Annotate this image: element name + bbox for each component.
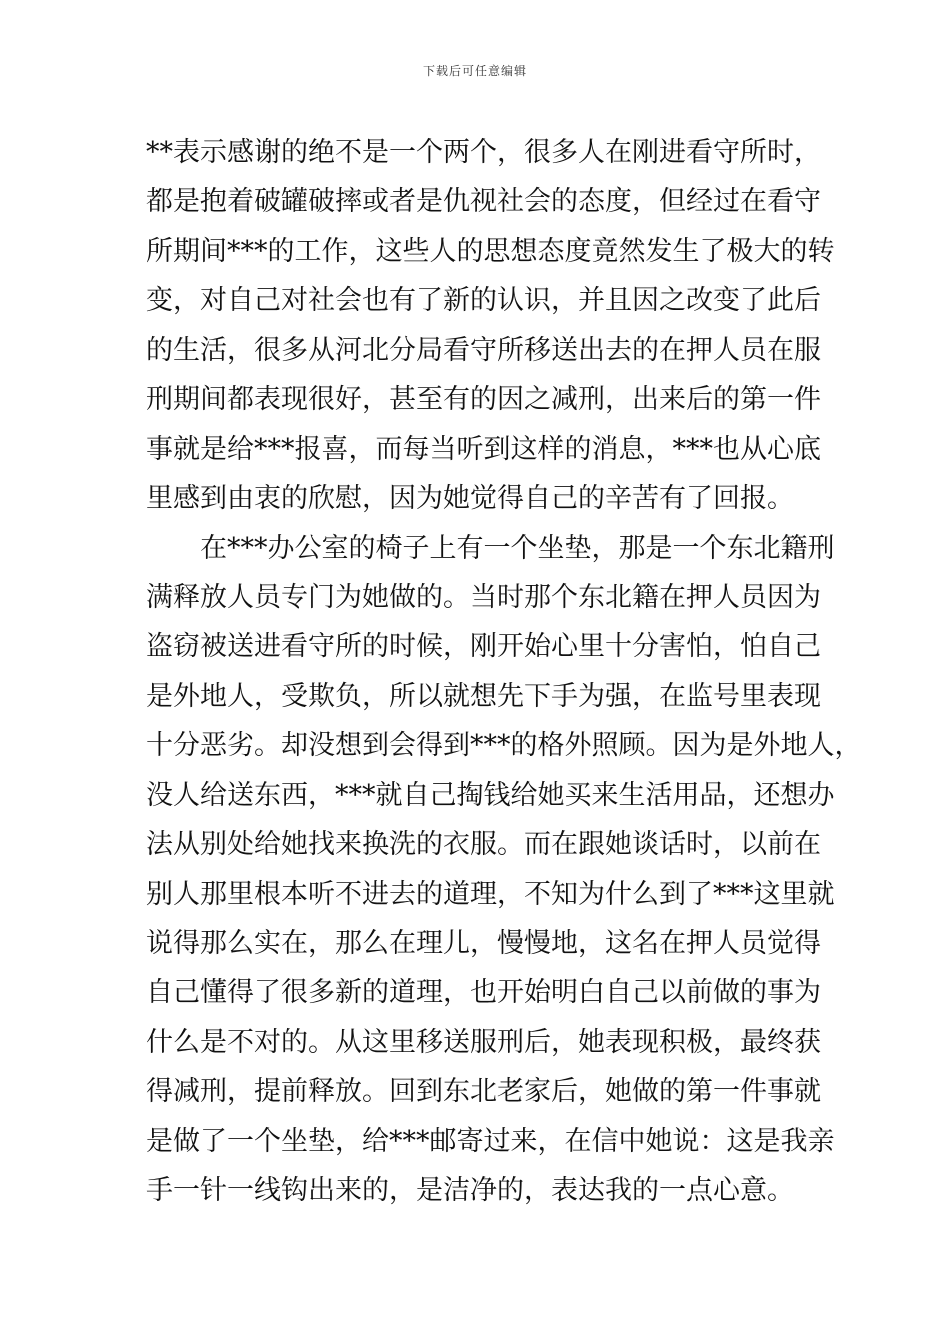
text-line: 自己懂得了很多新的道理，也开始明白自己以前做的事为 xyxy=(146,977,821,1009)
text-line: 说得那么实在，那么在理儿，慢慢地，这名在押人员觉得 xyxy=(146,928,821,959)
text-line: 满释放人员专门为她做的。当时那个东北籍在押人员因为 xyxy=(146,581,821,613)
page-header: 下载后可任意编辑 xyxy=(422,64,527,78)
text-line: 变，对自己对社会也有了新的认识，并且因之改变了此后 xyxy=(146,285,821,317)
text-line: 盗窃被送进看守所的时候，刚开始心里十分害怕，怕自己 xyxy=(146,631,821,663)
text-line: 所期间***的工作，这些人的思想态度竟然发生了极大的转 xyxy=(146,235,835,267)
text-line: 是做了一个坐垫，给***邮寄过来，在信中她说：这是我亲 xyxy=(146,1125,835,1157)
text-line: 法从别处给她找来换洗的衣服。而在跟她谈话时，以前在 xyxy=(146,829,821,861)
text-line: 得减刑，提前释放。回到东北老家后，她做的第一件事就 xyxy=(146,1076,821,1108)
text-line: 别人那里根本听不进去的道理，不知为什么到了***这里就 xyxy=(146,878,835,910)
text-line: 在***办公室的椅子上有一个坐垫，那是一个东北籍刑 xyxy=(200,532,835,564)
text-line: 刑期间都表现很好，甚至有的因之减刑，出来后的第一件 xyxy=(146,384,821,416)
text-line: **表示感谢的绝不是一个两个，很多人在刚进看守所时， xyxy=(146,137,821,168)
document-body xyxy=(146,128,862,1216)
text-line: 是外地人，受欺负，所以就想先下手为强，在监号里表现 xyxy=(146,680,821,712)
paragraph-2 xyxy=(146,524,862,1216)
text-line: 十分恶劣。却没想到会得到***的格外照顾。因为是外地人， xyxy=(146,730,862,762)
text-line: 手一针一线钩出来的，是洁净的，表达我的一点心意。 xyxy=(146,1175,794,1207)
text-line: 没人给送东西，***就自己掏钱给她买来生活用品，还想办 xyxy=(146,779,835,811)
text-line: 的生活，很多从河北分局看守所移送出去的在押人员在服 xyxy=(146,334,821,366)
text-line: 什么是不对的。从这里移送服刑后，她表现积极，最终获 xyxy=(146,1026,821,1058)
text-line: 里感到由衷的欣慰，因为她觉得自己的辛苦有了回报。 xyxy=(146,483,794,515)
paragraph-1 xyxy=(146,128,835,524)
text-line: 事就是给***报喜，而每当听到这样的消息，***也从心底 xyxy=(146,433,821,465)
text-line: 都是抱着破罐破摔或者是仇视社会的态度，但经过在看守 xyxy=(146,186,821,218)
